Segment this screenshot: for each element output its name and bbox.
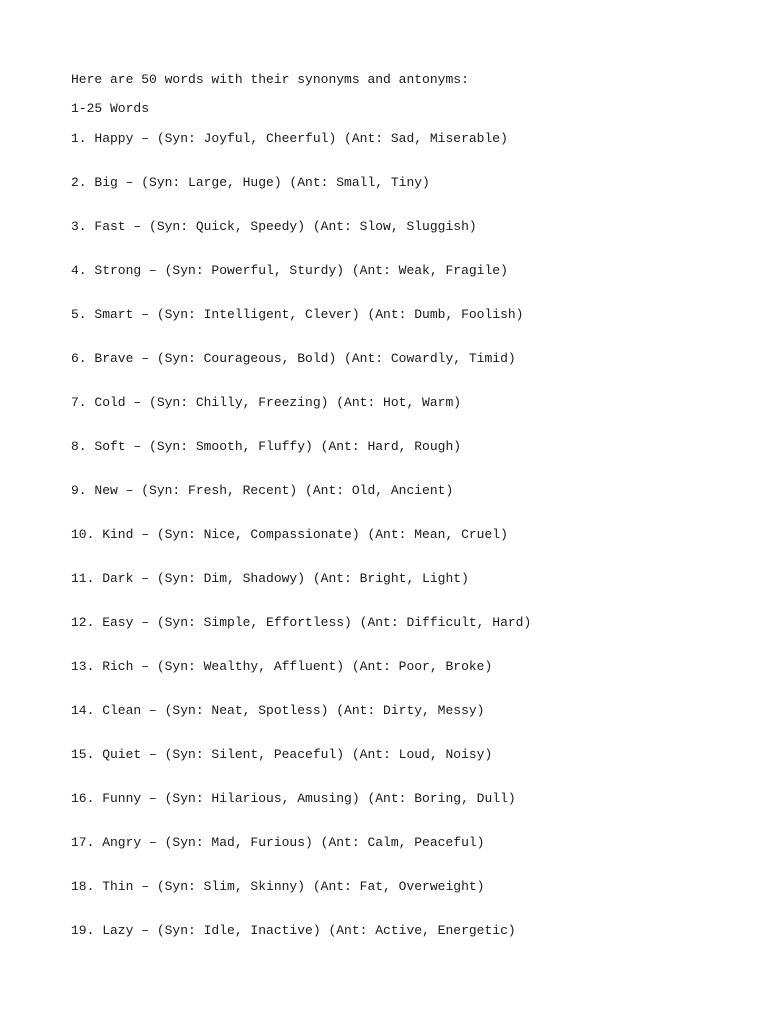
list-item: 15. Quiet – (Syn: Silent, Peaceful) (Ant: Loud, Noisy) (71, 747, 493, 762)
list-item: 16. Funny – (Syn: Hilarious, Amusing) (Ant: Boring, Dull) (71, 791, 516, 806)
list-item: 8. Soft – (Syn: Smooth, Fluffy) (Ant: Hard, Rough) (71, 439, 462, 454)
list-item: 14. Clean – (Syn: Neat, Spotless) (Ant: Dirty, Messy) (71, 703, 485, 718)
list-item: 4. Strong – (Syn: Powerful, Sturdy) (Ant: Weak, Fragile) (71, 263, 508, 278)
list-item: 19. Lazy – (Syn: Idle, Inactive) (Ant: Active, Energetic) (71, 923, 516, 938)
list-item: 5. Smart – (Syn: Intelligent, Clever) (Ant: Dumb, Foolish) (71, 307, 524, 322)
section-heading: 1-25 Words (71, 101, 150, 116)
list-item: 10. Kind – (Syn: Nice, Compassionate) (Ant: Mean, Cruel) (71, 527, 508, 542)
list-item: 9. New – (Syn: Fresh, Recent) (Ant: Old, Ancient) (71, 483, 454, 498)
list-item: 11. Dark – (Syn: Dim, Shadowy) (Ant: Bright, Light) (71, 571, 469, 586)
list-item: 2. Big – (Syn: Large, Huge) (Ant: Small, Tiny) (71, 175, 430, 190)
list-item: 13. Rich – (Syn: Wealthy, Affluent) (Ant: Poor, Broke) (71, 659, 493, 674)
list-item: 7. Cold – (Syn: Chilly, Freezing) (Ant: Hot, Warm) (71, 395, 462, 410)
list-item: 3. Fast – (Syn: Quick, Speedy) (Ant: Slow, Sluggish) (71, 219, 477, 234)
list-item: 12. Easy – (Syn: Simple, Effortless) (Ant: Difficult, Hard) (71, 615, 532, 630)
list-item: 1. Happy – (Syn: Joyful, Cheerful) (Ant: Sad, Miserable) (71, 131, 508, 146)
list-item: 18. Thin – (Syn: Slim, Skinny) (Ant: Fat, Overweight) (71, 879, 485, 894)
list-item: 17. Angry – (Syn: Mad, Furious) (Ant: Calm, Peaceful) (71, 835, 485, 850)
list-item: 6. Brave – (Syn: Courageous, Bold) (Ant: Cowardly, Timid) (71, 351, 516, 366)
intro-text: Here are 50 words with their synonyms and antonyms: (71, 72, 469, 87)
